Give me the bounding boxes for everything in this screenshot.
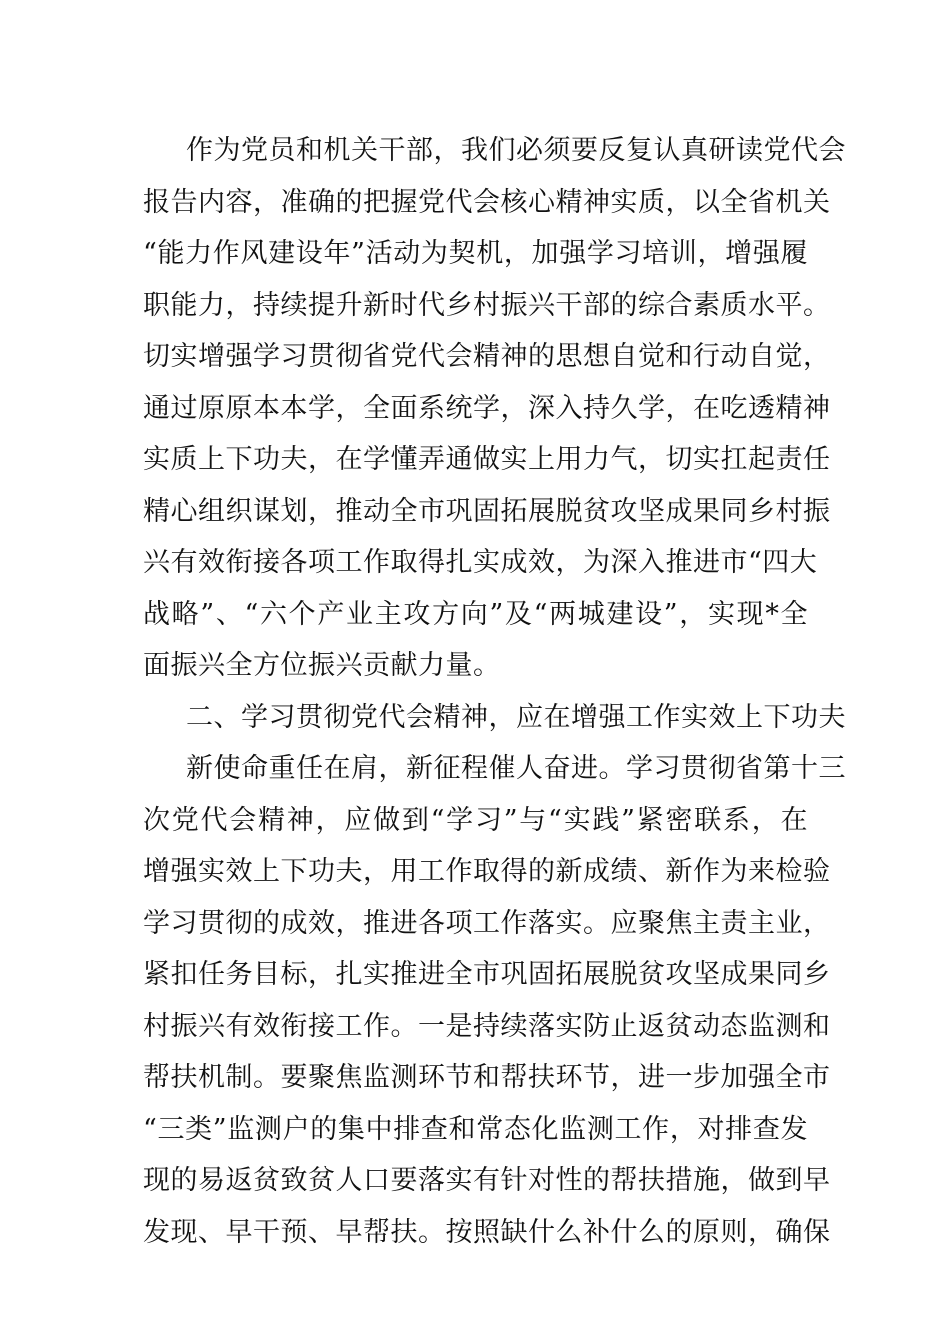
paragraph-2-line-3: 增强实效上下功夫，用工作取得的新成绩、新作为来检验 [143,856,831,887]
paragraph-1-line-8: 精心组织谋划，推动全市巩固拓展脱贫攻坚成果同乡村振 [143,496,831,527]
paragraph-2-line-6: 村振兴有效衔接工作。一是持续落实防止返贫动态监测和 [143,1011,831,1042]
paragraph-1-line-11: 面振兴全方位振兴贡献力量。 [143,650,501,681]
section-heading: 二、学习贯彻党代会精神，应在增强工作实效上下功夫 [186,702,846,733]
paragraph-2-line-5: 紧扣任务目标，扎实推进全市巩固拓展脱贫攻坚成果同乡 [143,959,831,990]
paragraph-2-line-1: 新使命重任在肩，新征程催人奋进。学习贯彻省第十三 [186,753,846,784]
paragraph-1-line-10: 战略”、“六个产业主攻方向”及“两城建设”，实现*全 [143,599,808,630]
paragraph-2-line-10: 发现、早干预、早帮扶。按照缺什么补什么的原则，确保 [143,1217,831,1248]
paragraph-1-line-7: 实质上下功夫，在学懂弄通做实上用力气，切实扛起责任 [143,444,831,475]
paragraph-2-line-9: 现的易返贫致贫人口要落实有针对性的帮扶措施，做到早 [143,1165,831,1196]
paragraph-1-line-4: 职能力，持续提升新时代乡村振兴干部的综合素质水平。 [143,290,831,321]
paragraph-2-line-2: 次党代会精神，应做到“学习”与“实践”紧密联系，在 [143,805,808,836]
paragraph-2-line-8: “三类”监测户的集中排查和常态化监测工作，对排查发 [143,1114,808,1145]
paragraph-2-line-7: 帮扶机制。要聚焦监测环节和帮扶环节，进一步加强全市 [143,1062,831,1093]
paragraph-1-line-1: 作为党员和机关干部，我们必须要反复认真研读党代会 [186,135,846,166]
paragraph-2-line-4: 学习贯彻的成效，推进各项工作落实。应聚焦主责主业， [143,908,831,939]
paragraph-1-line-9: 兴有效衔接各项工作取得扎实成效，为深入推进市“四大 [143,547,818,578]
paragraph-1-line-3: “能力作风建设年”活动为契机，加强学习培训，增强履 [143,238,808,269]
paragraph-1-line-5: 切实增强学习贯彻省党代会精神的思想自觉和行动自觉， [143,341,831,372]
paragraph-1-line-6: 通过原原本本学，全面系统学，深入持久学，在吃透精神 [143,393,831,424]
paragraph-1-line-2: 报告内容，准确的把握党代会核心精神实质，以全省机关 [143,187,831,218]
